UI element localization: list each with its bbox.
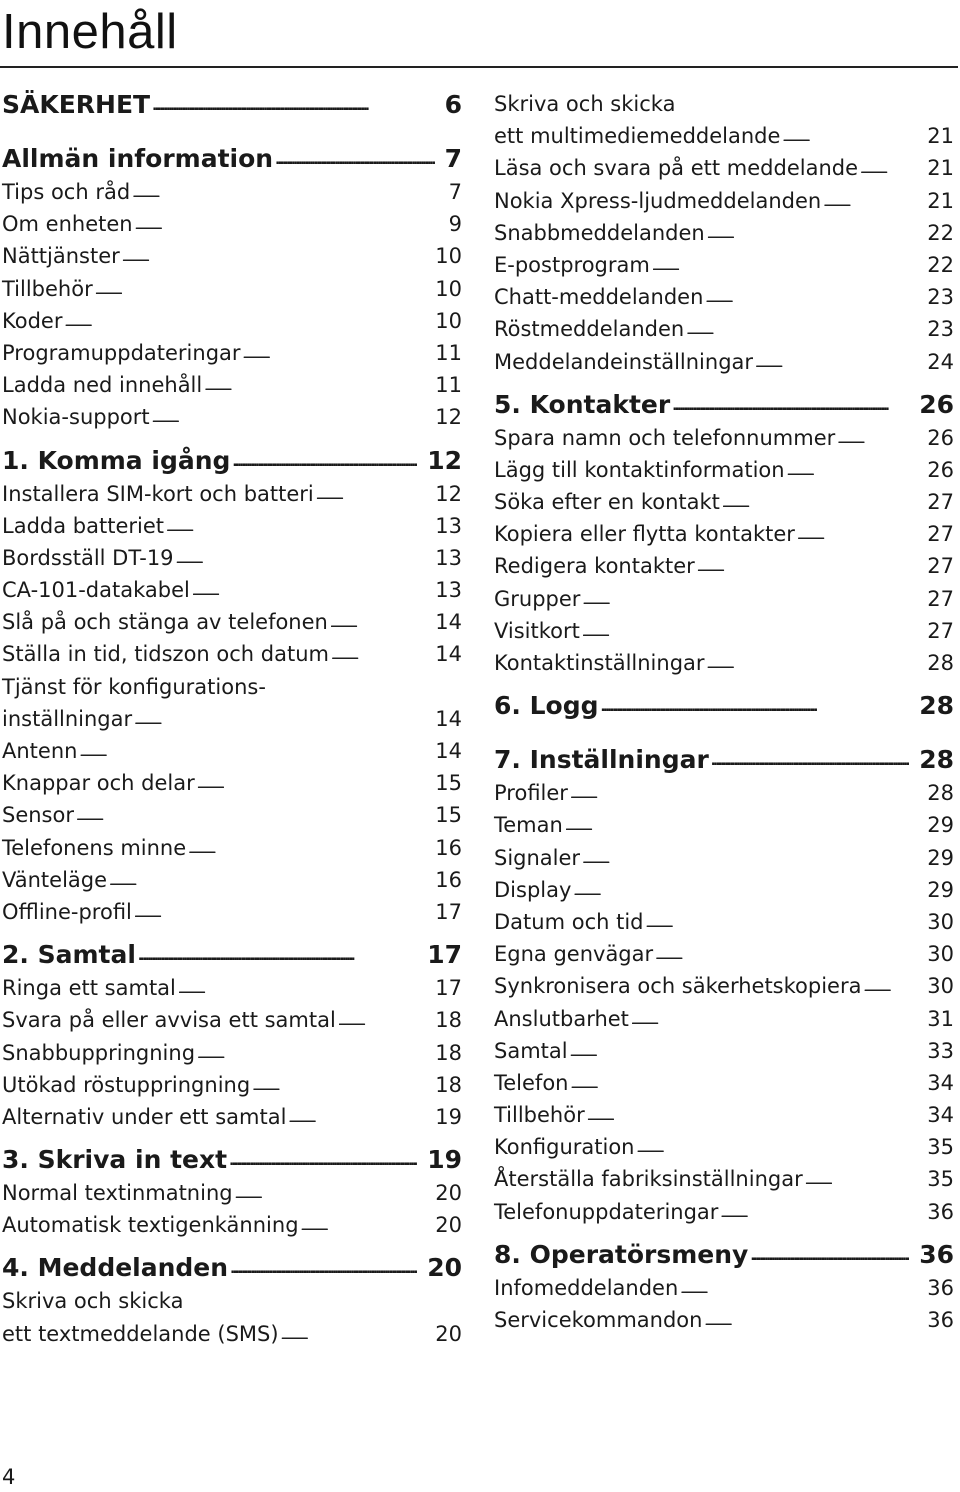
- toc-entry[interactable]: [2, 208, 462, 240]
- toc-entry-title: Synkronisera och säkerhetskopiera: [494, 974, 862, 999]
- dot-leader: [197, 770, 431, 790]
- toc-entry[interactable]: [494, 249, 954, 281]
- toc-entry[interactable]: [494, 647, 954, 679]
- dot-leader: [138, 941, 417, 963]
- dot-leader: [281, 1321, 431, 1341]
- toc-entry-title: Svara på eller avvisa ett samtal: [2, 1008, 336, 1033]
- toc-entry-title: Tillbehör: [2, 276, 93, 301]
- toc-page-number: 29: [927, 813, 954, 838]
- toc-entry[interactable]: [494, 809, 954, 841]
- toc-chapter-title: SÄKERHET: [2, 90, 151, 119]
- toc-entry-title: Nokia-support: [2, 405, 150, 430]
- toc-entry-title: Ladda batteriet: [2, 513, 164, 538]
- toc-chapter-title: 6. Logg: [494, 691, 599, 721]
- toc-entry-title: Visitkort: [494, 618, 580, 643]
- toc-entry-title: Telefonens minne: [2, 835, 187, 860]
- dot-leader: [338, 1007, 430, 1027]
- toc-entry[interactable]: [494, 486, 954, 518]
- toc-entry[interactable]: [2, 972, 462, 1004]
- toc-page-number: 36: [919, 1239, 954, 1269]
- toc-chapter[interactable]: [494, 1238, 954, 1272]
- toc-page-number: 30: [927, 909, 954, 934]
- toc-page-number: 13: [435, 545, 462, 570]
- toc-entry[interactable]: [2, 478, 462, 510]
- toc-page-number: 27: [927, 618, 954, 643]
- dot-leader: [330, 609, 430, 629]
- toc-entry-title: Telefonuppdateringar: [494, 1199, 719, 1224]
- dot-leader: [178, 975, 430, 995]
- toc-page-number: 18: [435, 1040, 462, 1065]
- dot-leader: [823, 188, 922, 208]
- dot-leader: [570, 1070, 922, 1090]
- toc-entry[interactable]: [494, 1067, 954, 1099]
- toc-page-number: 36: [927, 1275, 954, 1300]
- toc-entry[interactable]: [494, 970, 954, 1002]
- toc-page-number: 26: [919, 389, 954, 419]
- toc-chapter[interactable]: [2, 1251, 462, 1285]
- toc-entry-title: Meddelandeinställningar: [494, 349, 754, 374]
- toc-entry[interactable]: [494, 906, 954, 938]
- toc-page-number: 12: [435, 405, 462, 430]
- toc-entry[interactable]: [2, 369, 462, 401]
- toc-entry-title: Röstmeddelanden: [494, 317, 685, 342]
- dot-leader: [152, 404, 431, 424]
- toc-page-number: 20: [435, 1181, 462, 1206]
- toc-entry-title: Lägg till kontaktinformation: [494, 457, 785, 482]
- dot-leader: [331, 641, 430, 661]
- toc-page-number: 22: [927, 220, 954, 245]
- toc-entry[interactable]: [2, 735, 462, 767]
- toc-page-number: 29: [927, 845, 954, 870]
- dot-leader: [587, 1102, 923, 1122]
- dot-leader: [132, 179, 433, 199]
- toc-entry-title: ett multimediemeddelande: [494, 124, 781, 149]
- toc-entry-title: Utökad röstuppringning: [2, 1072, 251, 1097]
- toc-page-number: 24: [927, 349, 954, 374]
- dot-leader: [229, 1146, 417, 1168]
- dot-leader: [204, 372, 430, 392]
- title-rule: [0, 66, 958, 68]
- toc-page-number: 27: [927, 554, 954, 579]
- toc-page-number: 35: [927, 1135, 954, 1160]
- page-number: 4: [2, 1465, 16, 1489]
- toc-page-number: 6: [444, 90, 462, 119]
- toc-page-number: 15: [435, 803, 462, 828]
- toc-chapter-title: 5. Kontakter: [494, 389, 671, 419]
- toc-entry[interactable]: [494, 874, 954, 906]
- toc-entry-title: Bordsställ DT-19: [2, 545, 174, 570]
- toc-entry-title: Koder: [2, 308, 63, 333]
- toc-chapter[interactable]: [2, 1143, 462, 1177]
- toc-page-number: 10: [435, 244, 462, 269]
- toc-entry-title-line1: Tjänst för konfigurations-: [2, 674, 266, 699]
- dot-leader: [288, 1104, 430, 1124]
- dot-leader: [122, 243, 430, 263]
- toc-page-number: 28: [927, 781, 954, 806]
- toc-entry[interactable]: [2, 896, 462, 928]
- toc-entry[interactable]: [2, 1285, 462, 1349]
- toc-entry[interactable]: [2, 1177, 462, 1209]
- toc-chapter[interactable]: [2, 938, 462, 972]
- toc-entry[interactable]: [494, 346, 954, 378]
- dot-leader: [301, 1212, 431, 1232]
- dot-leader: [109, 867, 430, 887]
- page-title: Innehåll: [2, 5, 178, 59]
- toc-page-number: 28: [919, 745, 954, 775]
- toc-column-left: [2, 88, 462, 1350]
- toc-page-number: 9: [448, 212, 462, 237]
- toc-entry[interactable]: [2, 671, 462, 735]
- dot-leader: [316, 481, 430, 501]
- toc-chapter-title: Allmän information: [2, 144, 274, 173]
- dot-leader: [252, 1072, 430, 1092]
- toc-page-number: 17: [427, 940, 462, 970]
- toc-page-number: 20: [435, 1213, 462, 1238]
- toc-page-number: 14: [435, 739, 462, 763]
- dot-leader: [711, 746, 909, 768]
- toc-entry[interactable]: [2, 1004, 462, 1036]
- toc-entry[interactable]: [494, 1003, 954, 1035]
- toc-entry-title: Teman: [494, 813, 563, 838]
- toc-page-number: 15: [435, 771, 462, 796]
- dot-leader: [570, 780, 922, 800]
- toc-entry-title: Snabbmeddelanden: [494, 220, 705, 245]
- toc-page-number: 26: [927, 425, 954, 450]
- toc-entry-title: Alternativ under ett samtal: [2, 1104, 287, 1129]
- toc-entry-title: Profiler: [494, 781, 568, 806]
- dot-leader: [697, 553, 922, 573]
- dot-leader: [232, 447, 417, 469]
- toc-entry-title: Snabbuppringning: [2, 1040, 196, 1065]
- toc-entry-title: Ringa ett samtal: [2, 976, 176, 1001]
- toc-page-number: 27: [927, 490, 954, 515]
- dot-leader: [192, 577, 430, 597]
- toc-entry[interactable]: [2, 638, 462, 670]
- toc-entry-title: Söka efter en kontakt: [494, 490, 720, 515]
- toc-chapter[interactable]: [494, 388, 954, 422]
- toc-entry[interactable]: [494, 1196, 954, 1228]
- dot-leader: [707, 650, 923, 670]
- toc-entry-title: inställningar: [2, 706, 133, 731]
- toc-page-number: 19: [435, 1104, 462, 1129]
- toc-entry[interactable]: [2, 767, 462, 799]
- toc-chapter[interactable]: [2, 444, 462, 478]
- toc-page-number: 21: [927, 156, 954, 181]
- toc-entry-title: Antenn: [2, 739, 78, 763]
- toc-chapter-title: 1. Komma igång: [2, 445, 231, 475]
- toc-entry-title: Offline-profil: [2, 899, 132, 924]
- toc-entry-title: Konfiguration: [494, 1135, 635, 1160]
- dot-leader: [750, 1241, 909, 1263]
- toc-page-number: 13: [435, 578, 462, 603]
- toc-entry-title: Samtal: [494, 1038, 568, 1063]
- toc-entry[interactable]: [494, 1131, 954, 1163]
- dot-leader: [722, 489, 922, 509]
- toc-entry[interactable]: [494, 313, 954, 345]
- toc-page-number: 33: [927, 1038, 954, 1063]
- toc-entry[interactable]: [494, 422, 954, 454]
- toc-entry-title: CA-101-datakabel: [2, 578, 190, 603]
- toc-page-number: 16: [435, 867, 462, 892]
- toc-entry-title: Chatt-meddelanden: [494, 285, 704, 310]
- toc-chapter-title: 2. Samtal: [2, 940, 136, 970]
- toc-column-right: [494, 88, 954, 1336]
- dot-leader: [582, 845, 922, 865]
- toc-entry-title: Knappar och delar: [2, 771, 195, 796]
- toc-entry-title: Sensor: [2, 803, 74, 828]
- toc-page-number: 14: [435, 706, 462, 731]
- toc-entry[interactable]: [494, 281, 954, 313]
- toc-entry-title: Återställa fabriksinställningar: [494, 1167, 803, 1192]
- toc-chapter-title: 8. Operatörsmeny: [494, 1239, 749, 1269]
- dot-leader: [79, 738, 430, 758]
- toc-page-number: 7: [444, 144, 462, 173]
- toc-entry[interactable]: [494, 1035, 954, 1067]
- toc-entry-title: Nokia Xpress-ljudmeddelanden: [494, 188, 822, 213]
- toc-page-number: 23: [927, 285, 954, 310]
- dot-leader: [275, 145, 435, 167]
- toc-entry-row: [2, 703, 462, 735]
- toc-chapter[interactable]: [2, 88, 462, 122]
- toc-entry-title: Telefon: [494, 1070, 569, 1095]
- toc-entry[interactable]: [494, 185, 954, 217]
- dot-leader: [134, 706, 430, 726]
- dot-leader: [570, 1038, 923, 1058]
- toc-entry[interactable]: [2, 401, 462, 433]
- toc-chapter-title: 7. Inställningar: [494, 745, 709, 775]
- toc-entry-title: Läsa och svara på ett meddelande: [494, 156, 859, 181]
- toc-page-number: 17: [435, 899, 462, 924]
- toc-page-number: 23: [927, 317, 954, 342]
- dot-leader: [230, 1254, 417, 1276]
- toc-entry[interactable]: [2, 799, 462, 831]
- toc-page-number: 18: [435, 1008, 462, 1033]
- toc-page-number: 21: [927, 188, 954, 213]
- toc-entry-title: Redigera kontakter: [494, 554, 695, 579]
- toc-entry-title: Egna genvägar: [494, 942, 654, 967]
- toc-page-number: 22: [927, 252, 954, 277]
- dot-leader: [95, 276, 431, 296]
- dot-leader: [755, 349, 922, 369]
- dot-leader: [680, 1275, 922, 1295]
- toc-entry[interactable]: [494, 615, 954, 647]
- toc-entry-row: [494, 120, 954, 152]
- toc-entry[interactable]: [2, 574, 462, 606]
- toc-entry-title: ett textmeddelande (SMS): [2, 1321, 279, 1346]
- toc-entry-title: Spara namn och telefonnummer: [494, 425, 836, 450]
- dot-leader: [655, 941, 922, 961]
- toc-entry[interactable]: [2, 337, 462, 369]
- toc-page-number: 21: [927, 124, 954, 149]
- toc-entry-title: Vänteläge: [2, 867, 108, 892]
- toc-page-number: 30: [927, 974, 954, 999]
- dot-leader: [601, 692, 910, 714]
- toc-entry[interactable]: [2, 1037, 462, 1069]
- toc-page-number: 14: [435, 642, 462, 667]
- toc-entry[interactable]: [494, 938, 954, 970]
- dot-leader: [188, 835, 430, 855]
- dot-leader: [787, 457, 923, 477]
- toc-entry[interactable]: [2, 542, 462, 574]
- toc-entry-title: Automatisk textigenkänning: [2, 1213, 299, 1238]
- toc-page-number: 28: [927, 651, 954, 675]
- toc-entry-title: Signaler: [494, 845, 581, 870]
- toc-entry[interactable]: [2, 176, 462, 208]
- toc-page-number: 34: [927, 1103, 954, 1128]
- toc-page-number: 27: [927, 522, 954, 547]
- dot-leader: [705, 284, 922, 304]
- toc-entry[interactable]: [494, 1304, 954, 1336]
- dot-leader: [636, 1134, 922, 1154]
- toc-page-number: 29: [927, 877, 954, 902]
- toc-entry[interactable]: [494, 842, 954, 874]
- toc-entry[interactable]: [2, 240, 462, 272]
- toc-entry[interactable]: [2, 1069, 462, 1101]
- toc-entry-title-line1: Skriva och skicka: [494, 92, 676, 116]
- dot-leader: [582, 586, 922, 606]
- toc-entry-title: Anslutbarhet: [494, 1006, 629, 1031]
- dot-leader: [652, 252, 922, 272]
- toc-page-number: 35: [927, 1167, 954, 1192]
- toc-page-number: 26: [927, 457, 954, 482]
- toc-page-number: 17: [435, 976, 462, 1001]
- dot-leader: [860, 155, 922, 175]
- toc-page-number: 18: [435, 1072, 462, 1097]
- toc-page-number: 14: [435, 610, 462, 635]
- dot-leader: [243, 340, 431, 360]
- toc-page-number: 27: [927, 586, 954, 611]
- dot-leader: [135, 211, 433, 231]
- toc-entry-row: [2, 1318, 462, 1350]
- toc-entry-title-line1: Skriva och skicka: [2, 1289, 184, 1314]
- toc-entry-title: Tips och råd: [2, 180, 131, 204]
- toc-page-number: 20: [427, 1253, 462, 1283]
- dot-leader: [76, 802, 430, 822]
- toc-entry[interactable]: [2, 1101, 462, 1133]
- toc-entry[interactable]: [2, 1209, 462, 1241]
- toc-page-number: 12: [427, 445, 462, 475]
- toc-page-number: 7: [448, 180, 462, 204]
- toc-entry-title: Kontaktinställningar: [494, 651, 705, 675]
- dot-leader: [152, 91, 434, 113]
- toc-entry-title: Slå på och stänga av telefonen: [2, 610, 328, 635]
- toc-page-number: 16: [435, 835, 462, 860]
- toc-entry-title: Nättjänster: [2, 244, 120, 269]
- toc-chapter[interactable]: [494, 689, 954, 723]
- toc-page-number: 31: [927, 1006, 954, 1031]
- toc-entry-title: Ställa in tid, tidszon och datum: [2, 642, 329, 667]
- dot-leader: [235, 1180, 431, 1200]
- toc-entry[interactable]: [494, 583, 954, 615]
- toc-entry[interactable]: [494, 1099, 954, 1131]
- toc-page-number: 11: [435, 373, 462, 398]
- toc-entry[interactable]: [2, 510, 462, 542]
- toc-entry-title: Om enheten: [2, 212, 133, 237]
- toc-entry-title: Display: [494, 877, 572, 902]
- dot-leader: [631, 1006, 922, 1026]
- toc-entry[interactable]: [494, 550, 954, 582]
- toc-page-number: 36: [927, 1199, 954, 1224]
- toc-entry[interactable]: [494, 518, 954, 550]
- toc-entry-title: Infomeddelanden: [494, 1275, 679, 1300]
- toc-entry[interactable]: [494, 1163, 954, 1195]
- toc-page-number: 12: [435, 481, 462, 506]
- toc-entry[interactable]: [2, 273, 462, 305]
- toc-entry-title: Tillbehör: [494, 1103, 585, 1128]
- toc-page-number: 10: [435, 276, 462, 301]
- toc-page-number: 13: [435, 513, 462, 538]
- toc-entry-title: Kopiera eller flytta kontakter: [494, 522, 795, 547]
- toc-chapter[interactable]: [494, 743, 954, 777]
- toc-entry-title: Normal textinmatning: [2, 1181, 233, 1206]
- toc-entry[interactable]: [494, 777, 954, 809]
- dot-leader: [646, 909, 923, 929]
- dot-leader: [837, 425, 922, 445]
- toc-chapter[interactable]: [2, 142, 462, 176]
- dot-leader: [863, 973, 922, 993]
- toc-entry-title: E-postprogram: [494, 252, 650, 277]
- dot-leader: [573, 877, 922, 897]
- toc-chapter-title: 3. Skriva in text: [2, 1145, 228, 1175]
- toc-entry[interactable]: [494, 217, 954, 249]
- toc-page-number: 36: [927, 1308, 954, 1332]
- dot-leader: [797, 521, 922, 541]
- toc-page-number: 11: [435, 340, 462, 365]
- toc-entry-title: Installera SIM-kort och batteri: [2, 481, 314, 506]
- toc-entry[interactable]: [2, 606, 462, 638]
- dot-leader: [64, 308, 430, 328]
- dot-leader: [672, 391, 909, 413]
- dot-leader: [707, 220, 923, 240]
- dot-leader: [582, 618, 922, 638]
- toc-entry[interactable]: [2, 832, 462, 864]
- dot-leader: [704, 1307, 922, 1327]
- dot-leader: [782, 123, 922, 143]
- toc-entry-title: Ladda ned innehåll: [2, 373, 203, 398]
- toc-entry-title: Programuppdateringar: [2, 340, 241, 365]
- toc-chapter-title: 4. Meddelanden: [2, 1253, 229, 1283]
- toc-entry[interactable]: [494, 1272, 954, 1304]
- dot-leader: [805, 1166, 923, 1186]
- dot-leader: [176, 545, 431, 565]
- toc-page-number: 28: [919, 691, 954, 721]
- dot-leader: [565, 812, 922, 832]
- toc-page-number: 20: [435, 1321, 462, 1346]
- dot-leader: [720, 1199, 922, 1219]
- toc-entry[interactable]: [494, 152, 954, 184]
- dot-leader: [197, 1040, 430, 1060]
- toc-entry-title: Grupper: [494, 586, 581, 611]
- dot-leader: [134, 899, 430, 919]
- dot-leader: [166, 513, 430, 533]
- toc-entry[interactable]: [494, 88, 954, 152]
- toc-entry-title: Servicekommandon: [494, 1308, 703, 1332]
- toc-entry-title: Datum och tid: [494, 909, 644, 934]
- toc-entry[interactable]: [494, 454, 954, 486]
- dot-leader: [686, 316, 922, 336]
- toc-page-number: 34: [927, 1070, 954, 1095]
- toc-page-number: 19: [427, 1145, 462, 1175]
- toc-entry[interactable]: [2, 305, 462, 337]
- toc-entry[interactable]: [2, 864, 462, 896]
- toc-page-number: 10: [435, 308, 462, 333]
- toc-page-number: 30: [927, 942, 954, 967]
